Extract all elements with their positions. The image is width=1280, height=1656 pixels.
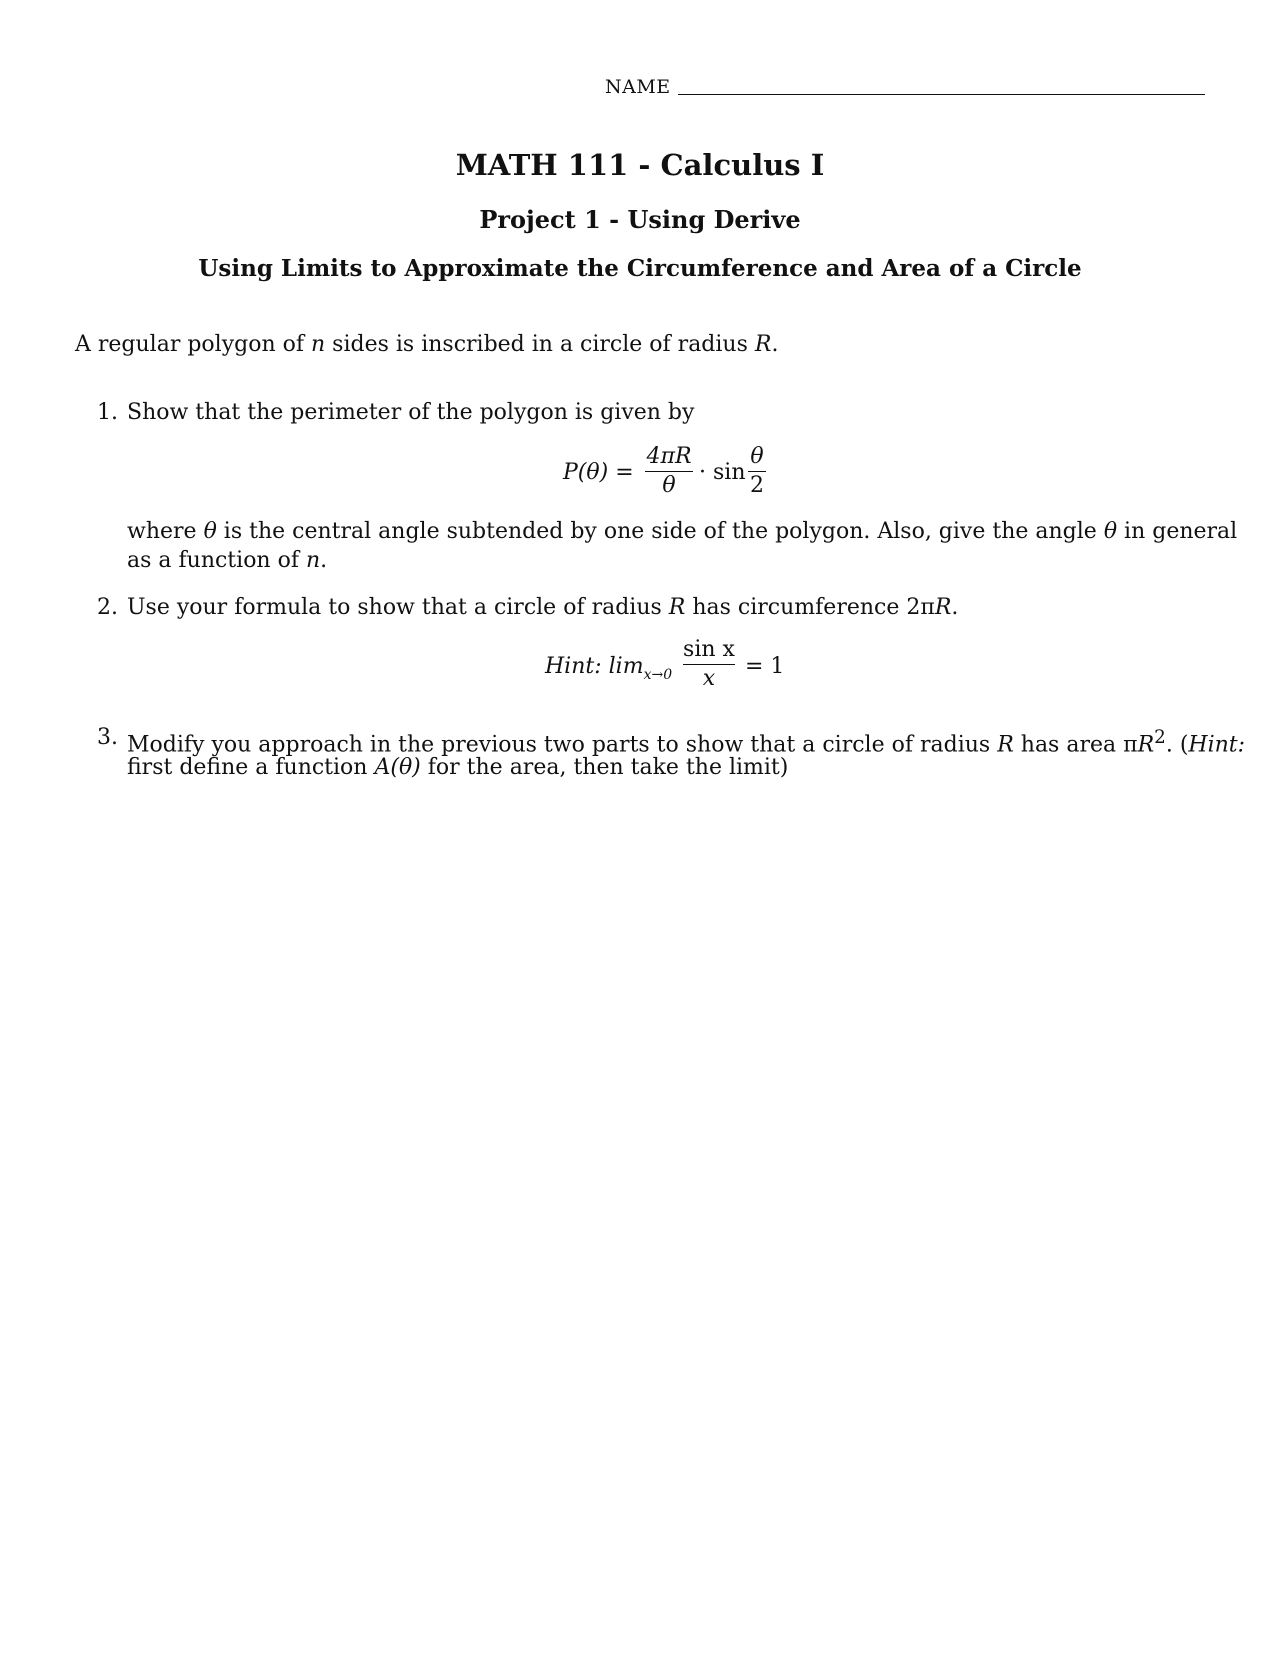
hint-lim: Hint: $\lim_{x\to 0}$: [545, 654, 673, 683]
dot-sin: · sin: [699, 460, 746, 485]
fraction-4piR-over-theta: 4πR θ: [646, 444, 692, 498]
item-1-text: Show that the perimeter of the polygon is given by: [127, 400, 695, 425]
formula-lhs: P(θ) =: [563, 460, 634, 485]
fraction-theta-over-2: θ 2: [750, 444, 764, 498]
item-1-explanation-line-1: where θ is the central angle subtended by one side of the polygon. Also, give the angle θ in general: [127, 519, 1238, 544]
item-number-1: 1.: [97, 400, 118, 425]
item-number-2: 2.: [97, 595, 118, 620]
hint-rhs: = 1: [745, 654, 785, 679]
item-2-text: Use your formula to show that a circle of radius R has circumference 2πR.: [127, 595, 959, 620]
item-3-line-1: Modify you approach in the previous two parts to show that a circle of radius R has area $\pi R^2$. (Hint:: [127, 727, 1246, 758]
item-3-line-2: first define a function A(θ) for the area, then take the limit): [127, 755, 789, 780]
perimeter-formula: [0, 444, 1280, 504]
name-blank-line: [678, 94, 1205, 95]
name-field-row: [605, 76, 1205, 106]
item-number-3: 3.: [97, 725, 118, 750]
intro-paragraph: A regular polygon of n sides is inscribed in a circle of radius R.: [75, 332, 779, 357]
project-title: Project 1 - Using Derive: [479, 205, 801, 234]
item-1-explanation-line-2: as a function of n.: [127, 548, 328, 573]
fraction-sinx-over-x: sin x x: [683, 637, 735, 691]
topic-title: Using Limits to Approximate the Circumference and Area of a Circle: [198, 255, 1082, 282]
name-label: NAME: [605, 76, 671, 98]
hint-limit-formula: [0, 637, 1280, 697]
course-title: MATH 111 - Calculus I: [455, 148, 825, 182]
